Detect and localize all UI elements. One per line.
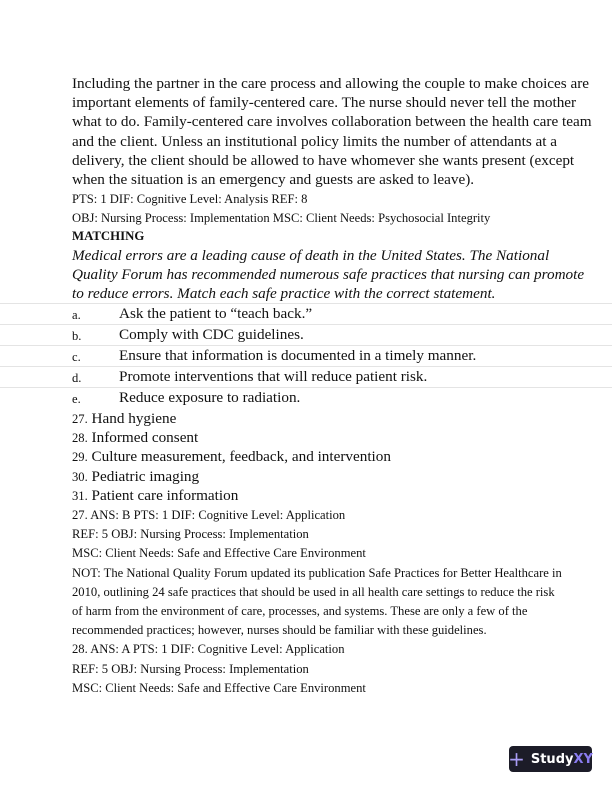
plus-icon: + — [508, 747, 525, 771]
matching-instructions — [72, 246, 602, 304]
instruction-line: to reduce errors. Match each safe practice with the correct statement. — [72, 285, 496, 303]
answer-line: REF: 5 OBJ: Nursing Process: Implementation — [72, 661, 309, 676]
matching-item: 31. Patient care information — [72, 486, 239, 504]
answer-line: NOT: The National Quality Forum updated its publication Safe Practices for Better Healthcare in — [72, 565, 562, 580]
paragraph-line: Including the partner in the care process and allowing the couple to make choices are — [72, 75, 590, 92]
answer-line: 28. ANS: A PTS: 1 DIF: Cognitive Level: Application — [72, 642, 345, 657]
instruction-line: Quality Forum has recommended numerous safe practices that nursing can promote — [72, 266, 585, 284]
option-text: Ensure that information is documented in a timely manner. — [119, 347, 477, 364]
option-row — [0, 303, 612, 324]
answer-line: MSC: Client Needs: Safe and Effective Care Environment — [72, 546, 366, 561]
answer-line: 2010, outlining 24 safe practices that should be used in all health care settings to reduce the risk — [72, 584, 555, 599]
matching-item: 28. Informed consent — [72, 429, 199, 447]
option-letter: d. — [72, 371, 82, 385]
matching-items — [72, 409, 602, 505]
matching-item: 30. Pediatric imaging — [72, 467, 200, 485]
studyxy-logo-badge[interactable] — [509, 746, 592, 772]
matching-item: 29. Culture measurement, feedback, and intervention — [72, 448, 391, 466]
logo-text: StudyXY — [530, 751, 593, 767]
paragraph-line: delivery, the client should be allowed to have whomever she wants present (except — [72, 151, 575, 169]
meta-line: PTS: 1 DIF: Cognitive Level: Analysis REF: 8 — [72, 192, 308, 206]
section-heading: MATCHING — [72, 229, 145, 243]
paragraph-line: and the client. Unless an institutional policy limits the number of attendants at a — [72, 132, 558, 150]
paragraph-line: important elements of family-centered care. The nurse should never tell the mother — [72, 94, 577, 112]
meta-line: OBJ: Nursing Process: Implementation MSC: Client Needs: Psychosocial Integrity — [72, 211, 491, 226]
option-letter: b. — [72, 329, 82, 343]
option-row — [0, 387, 612, 408]
answer-key — [72, 506, 602, 698]
option-text: Ask the patient to “teach back.” — [119, 305, 313, 322]
option-row — [0, 345, 612, 366]
answer-line: recommended practices; however, nurses should be familiar with these guidelines. — [72, 623, 487, 638]
options-table — [0, 303, 612, 408]
paragraph-line: what to do. Family-centered care involves collaboration between the health care team — [72, 113, 592, 131]
instruction-line: Medical errors are a leading cause of death in the United States. The National — [72, 247, 550, 264]
rationale-paragraph — [72, 74, 602, 189]
paragraph-line: when the situation is an emergency and guests are asked to leave). — [72, 170, 475, 188]
option-text: Comply with CDC guidelines. — [119, 326, 304, 343]
answer-line: REF: 5 OBJ: Nursing Process: Implementation — [72, 527, 309, 542]
option-row — [0, 366, 612, 387]
option-row — [0, 324, 612, 345]
answer-line: of harm from the environment of care, processes, and systems. These are only a few of the — [72, 603, 528, 618]
option-letter: e. — [72, 392, 81, 406]
question-metadata — [72, 190, 602, 228]
option-letter: c. — [72, 350, 81, 364]
option-letter: a. — [72, 308, 81, 322]
answer-line: 27. ANS: B PTS: 1 DIF: Cognitive Level: Application — [72, 508, 346, 522]
option-text: Reduce exposure to radiation. — [119, 389, 301, 406]
option-text: Promote interventions that will reduce patient risk. — [119, 368, 428, 385]
matching-item: 27. Hand hygiene — [72, 410, 177, 427]
answer-line: MSC: Client Needs: Safe and Effective Care Environment — [72, 680, 366, 695]
